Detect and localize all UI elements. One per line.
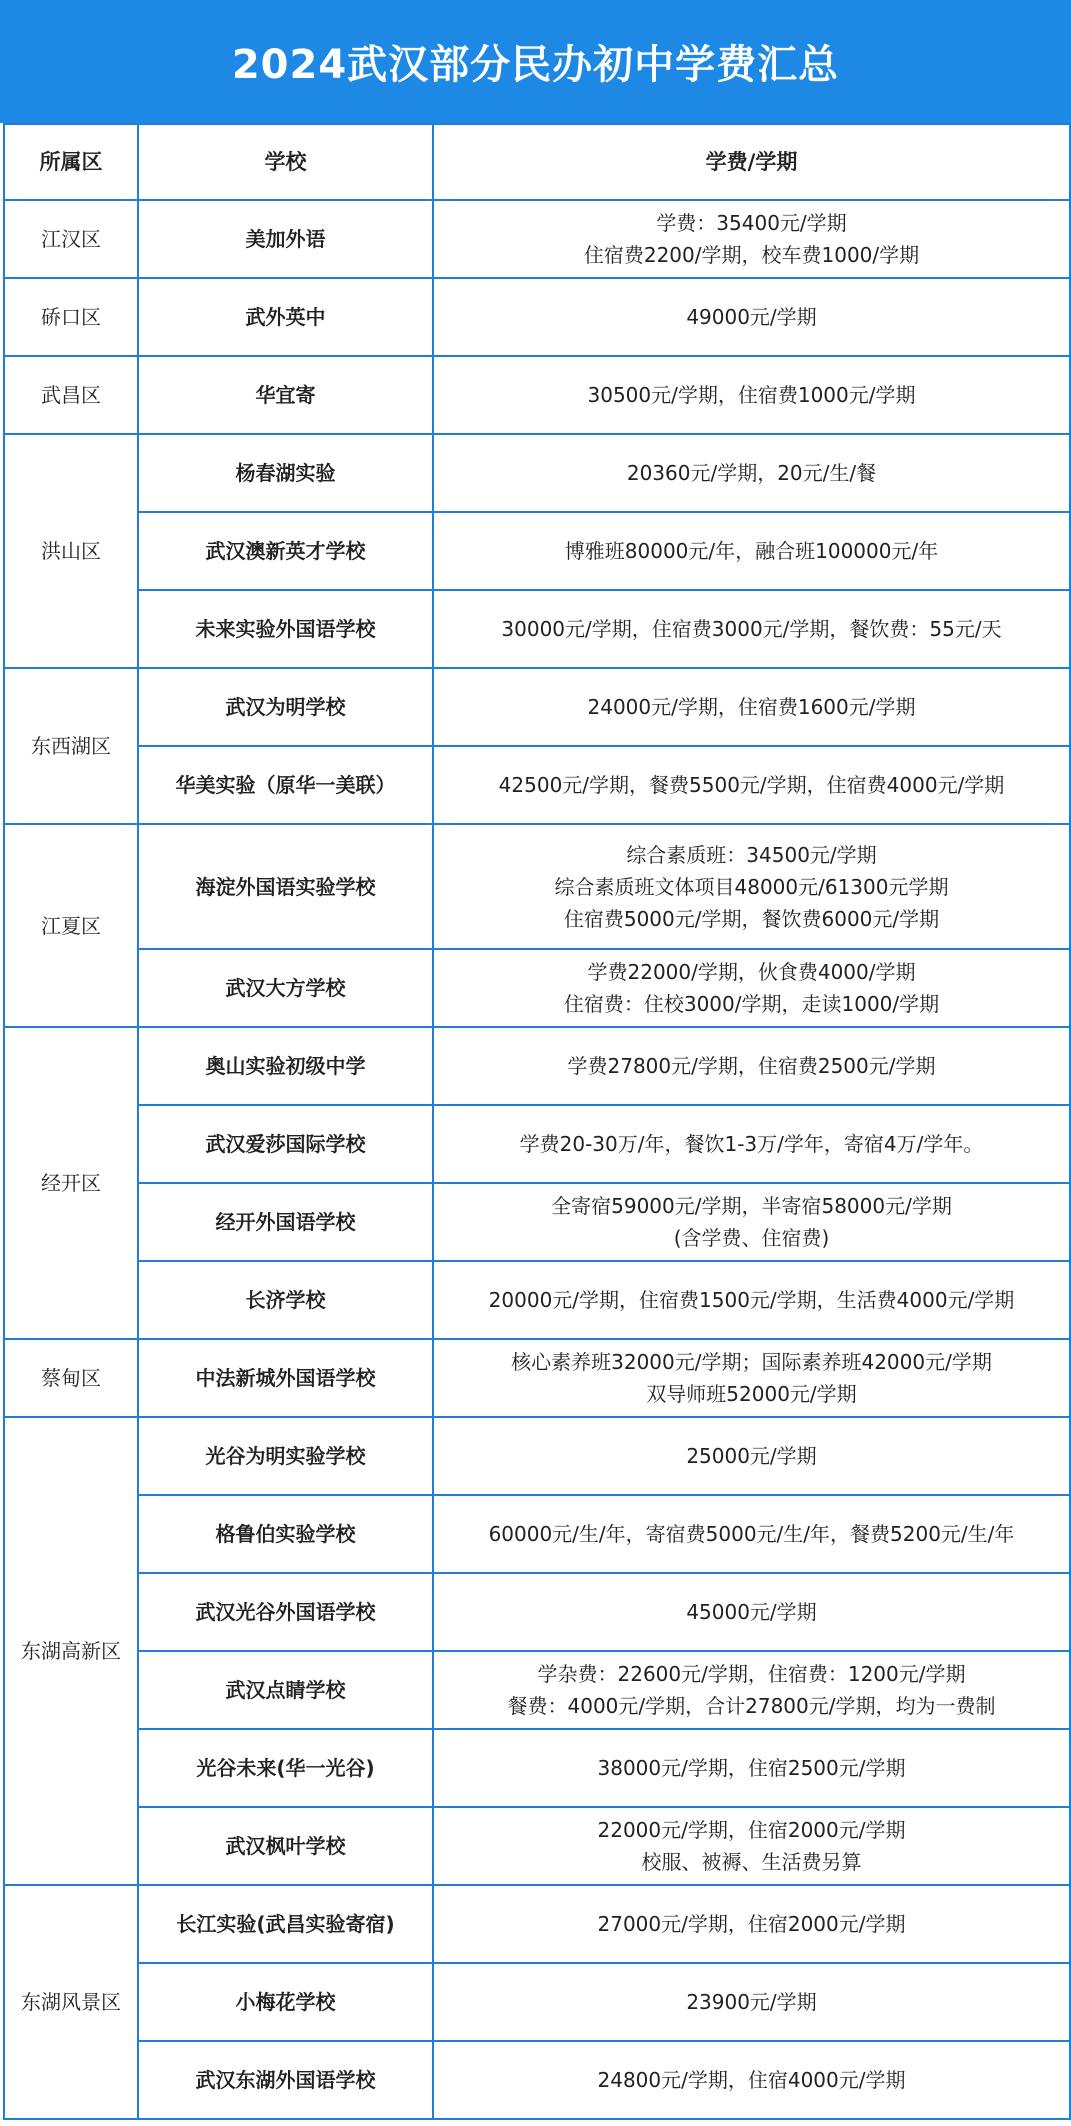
fee-cell xyxy=(433,512,1070,590)
table-row xyxy=(4,1183,1070,1261)
table-row xyxy=(4,668,1070,746)
fee-line: 学费：35400元/学期 xyxy=(656,211,847,235)
fee-cell xyxy=(433,2041,1070,2119)
fee-line: 38000元/学期，住宿2500元/学期 xyxy=(597,1756,906,1780)
school-name-cell: 经开外国语学校 xyxy=(138,1183,433,1261)
fee-line: 核心素养班32000元/学期；国际素养班42000元/学期 xyxy=(511,1350,992,1374)
header-fee: 学费/学期 xyxy=(433,124,1070,200)
table-row xyxy=(4,1417,1070,1495)
table-header-row xyxy=(4,124,1070,200)
school-name-cell: 光谷未来(华一光谷) xyxy=(138,1729,433,1807)
fee-line: 住宿费：住校3000/学期，走读1000/学期 xyxy=(563,992,940,1016)
fee-line: 30500元/学期，住宿费1000元/学期 xyxy=(587,383,916,407)
school-name-cell: 武汉爱莎国际学校 xyxy=(138,1105,433,1183)
fee-cell xyxy=(433,1807,1070,1885)
table-row xyxy=(4,200,1070,278)
fee-cell xyxy=(433,590,1070,668)
district-cell: 经开区 xyxy=(4,1027,138,1339)
table-row xyxy=(4,1105,1070,1183)
school-name-cell: 武汉东湖外国语学校 xyxy=(138,2041,433,2119)
table-row xyxy=(4,1963,1070,2041)
table-row xyxy=(4,512,1070,590)
school-name-cell: 中法新城外国语学校 xyxy=(138,1339,433,1417)
table-row xyxy=(4,1729,1070,1807)
table-row xyxy=(4,1027,1070,1105)
table-row xyxy=(4,356,1070,434)
school-name-cell: 奥山实验初级中学 xyxy=(138,1027,433,1105)
fee-cell xyxy=(433,1027,1070,1105)
fee-line: 学费22000/学期，伙食费4000/学期 xyxy=(587,960,916,984)
fee-line: 60000元/生/年，寄宿费5000元/生/年，餐费5200元/生/年 xyxy=(488,1522,1015,1546)
fee-cell xyxy=(433,1495,1070,1573)
school-name-cell: 华美实验（原华一美联） xyxy=(138,746,433,824)
fee-line: 综合素质班：34500元/学期 xyxy=(626,842,877,867)
table-row xyxy=(4,1651,1070,1729)
district-cell: 江汉区 xyxy=(4,200,138,278)
school-name-cell: 武汉澳新英才学校 xyxy=(138,512,433,590)
fee-cell xyxy=(433,1573,1070,1651)
school-name-cell: 华宜寄 xyxy=(138,356,433,434)
fee-cell xyxy=(433,1729,1070,1807)
fee-line: 住宿费5000元/学期，餐饮费6000元/学期 xyxy=(563,906,940,931)
fee-line: 双导师班52000元/学期 xyxy=(646,1382,857,1406)
table-row xyxy=(4,824,1070,949)
page-title: 2024武汉部分民办初中学费汇总 xyxy=(0,0,1071,123)
fee-line: 20360元/学期，20元/生/餐 xyxy=(626,461,877,485)
fee-cell xyxy=(433,278,1070,356)
fee-cell xyxy=(433,1651,1070,1729)
table-row xyxy=(4,949,1070,1027)
fee-line: 住宿费2200/学期，校车费1000/学期 xyxy=(583,243,920,267)
fee-line: 25000元/学期 xyxy=(686,1444,817,1468)
fee-cell xyxy=(433,1963,1070,2041)
school-name-cell: 武汉点睛学校 xyxy=(138,1651,433,1729)
fee-line: 45000元/学期 xyxy=(686,1600,817,1624)
table-row xyxy=(4,2041,1070,2119)
table-row xyxy=(4,590,1070,668)
district-cell: 东湖高新区 xyxy=(4,1417,138,1885)
fee-cell xyxy=(433,200,1070,278)
fee-line: (含学费、住宿费) xyxy=(673,1226,830,1250)
school-name-cell: 小梅花学校 xyxy=(138,1963,433,2041)
school-name-cell: 武汉光谷外国语学校 xyxy=(138,1573,433,1651)
fee-line: 学费20-30万/年，餐饮1-3万/学年，寄宿4万/学年。 xyxy=(519,1132,984,1156)
fee-cell xyxy=(433,949,1070,1027)
table-row xyxy=(4,746,1070,824)
school-name-cell: 武外英中 xyxy=(138,278,433,356)
table-row xyxy=(4,1573,1070,1651)
fee-line: 综合素质班文体项目48000元/61300元学期 xyxy=(554,874,949,899)
fee-line: 22000元/学期，住宿2000元/学期 xyxy=(597,1818,906,1842)
fee-line: 20000元/学期，住宿费1500元/学期，生活费4000元/学期 xyxy=(488,1288,1015,1312)
fee-line: 30000元/学期，住宿费3000元/学期，餐饮费：55元/天 xyxy=(501,617,1002,641)
fee-cell xyxy=(433,356,1070,434)
table-row xyxy=(4,434,1070,512)
district-cell: 江夏区 xyxy=(4,824,138,1027)
fee-line: 校服、被褥、生活费另算 xyxy=(641,1850,862,1874)
fee-cell xyxy=(433,668,1070,746)
fee-line: 全寄宿59000元/学期，半寄宿58000元/学期 xyxy=(551,1194,952,1218)
district-cell: 洪山区 xyxy=(4,434,138,668)
school-name-cell: 杨春湖实验 xyxy=(138,434,433,512)
table-row xyxy=(4,278,1070,356)
district-cell: 东湖风景区 xyxy=(4,1885,138,2119)
table-body xyxy=(4,200,1070,2119)
district-cell: 东西湖区 xyxy=(4,668,138,824)
header-school: 学校 xyxy=(138,124,433,200)
school-name-cell: 美加外语 xyxy=(138,200,433,278)
school-name-cell: 未来实验外国语学校 xyxy=(138,590,433,668)
fee-table xyxy=(3,123,1071,2120)
fee-line: 学费27800元/学期，住宿费2500元/学期 xyxy=(567,1054,936,1078)
table-row xyxy=(4,1807,1070,1885)
fee-cell xyxy=(433,824,1070,949)
table-row xyxy=(4,1885,1070,1963)
fee-line: 49000元/学期 xyxy=(686,305,817,329)
district-cell: 硚口区 xyxy=(4,278,138,356)
table-row xyxy=(4,1261,1070,1339)
fee-cell xyxy=(433,1885,1070,1963)
school-name-cell: 海淀外国语实验学校 xyxy=(138,824,433,949)
school-name-cell: 武汉为明学校 xyxy=(138,668,433,746)
header-district: 所属区 xyxy=(4,124,138,200)
fee-line: 24000元/学期，住宿费1600元/学期 xyxy=(587,695,916,719)
fee-cell xyxy=(433,1105,1070,1183)
table-row xyxy=(4,1339,1070,1417)
school-name-cell: 武汉枫叶学校 xyxy=(138,1807,433,1885)
school-name-cell: 长济学校 xyxy=(138,1261,433,1339)
district-cell: 武昌区 xyxy=(4,356,138,434)
fee-cell xyxy=(433,434,1070,512)
fee-line: 42500元/学期，餐费5500元/学期，住宿费4000元/学期 xyxy=(498,773,1005,797)
fee-cell xyxy=(433,1261,1070,1339)
fee-line: 23900元/学期 xyxy=(686,1990,817,2014)
fee-cell xyxy=(433,746,1070,824)
school-name-cell: 格鲁伯实验学校 xyxy=(138,1495,433,1573)
school-name-cell: 武汉大方学校 xyxy=(138,949,433,1027)
fee-cell xyxy=(433,1339,1070,1417)
school-name-cell: 光谷为明实验学校 xyxy=(138,1417,433,1495)
table-row xyxy=(4,1495,1070,1573)
fee-cell xyxy=(433,1417,1070,1495)
school-name-cell: 长江实验(武昌实验寄宿) xyxy=(138,1885,433,1963)
fee-cell xyxy=(433,1183,1070,1261)
fee-line: 博雅班80000元/年，融合班100000元/年 xyxy=(564,539,939,563)
fee-line: 27000元/学期，住宿2000元/学期 xyxy=(597,1912,906,1936)
fee-line: 24800元/学期，住宿4000元/学期 xyxy=(597,2068,906,2092)
fee-line: 餐费：4000元/学期，合计27800元/学期，均为一费制 xyxy=(507,1694,996,1718)
fee-line: 学杂费：22600元/学期，住宿费：1200元/学期 xyxy=(537,1662,966,1686)
district-cell: 蔡甸区 xyxy=(4,1339,138,1417)
